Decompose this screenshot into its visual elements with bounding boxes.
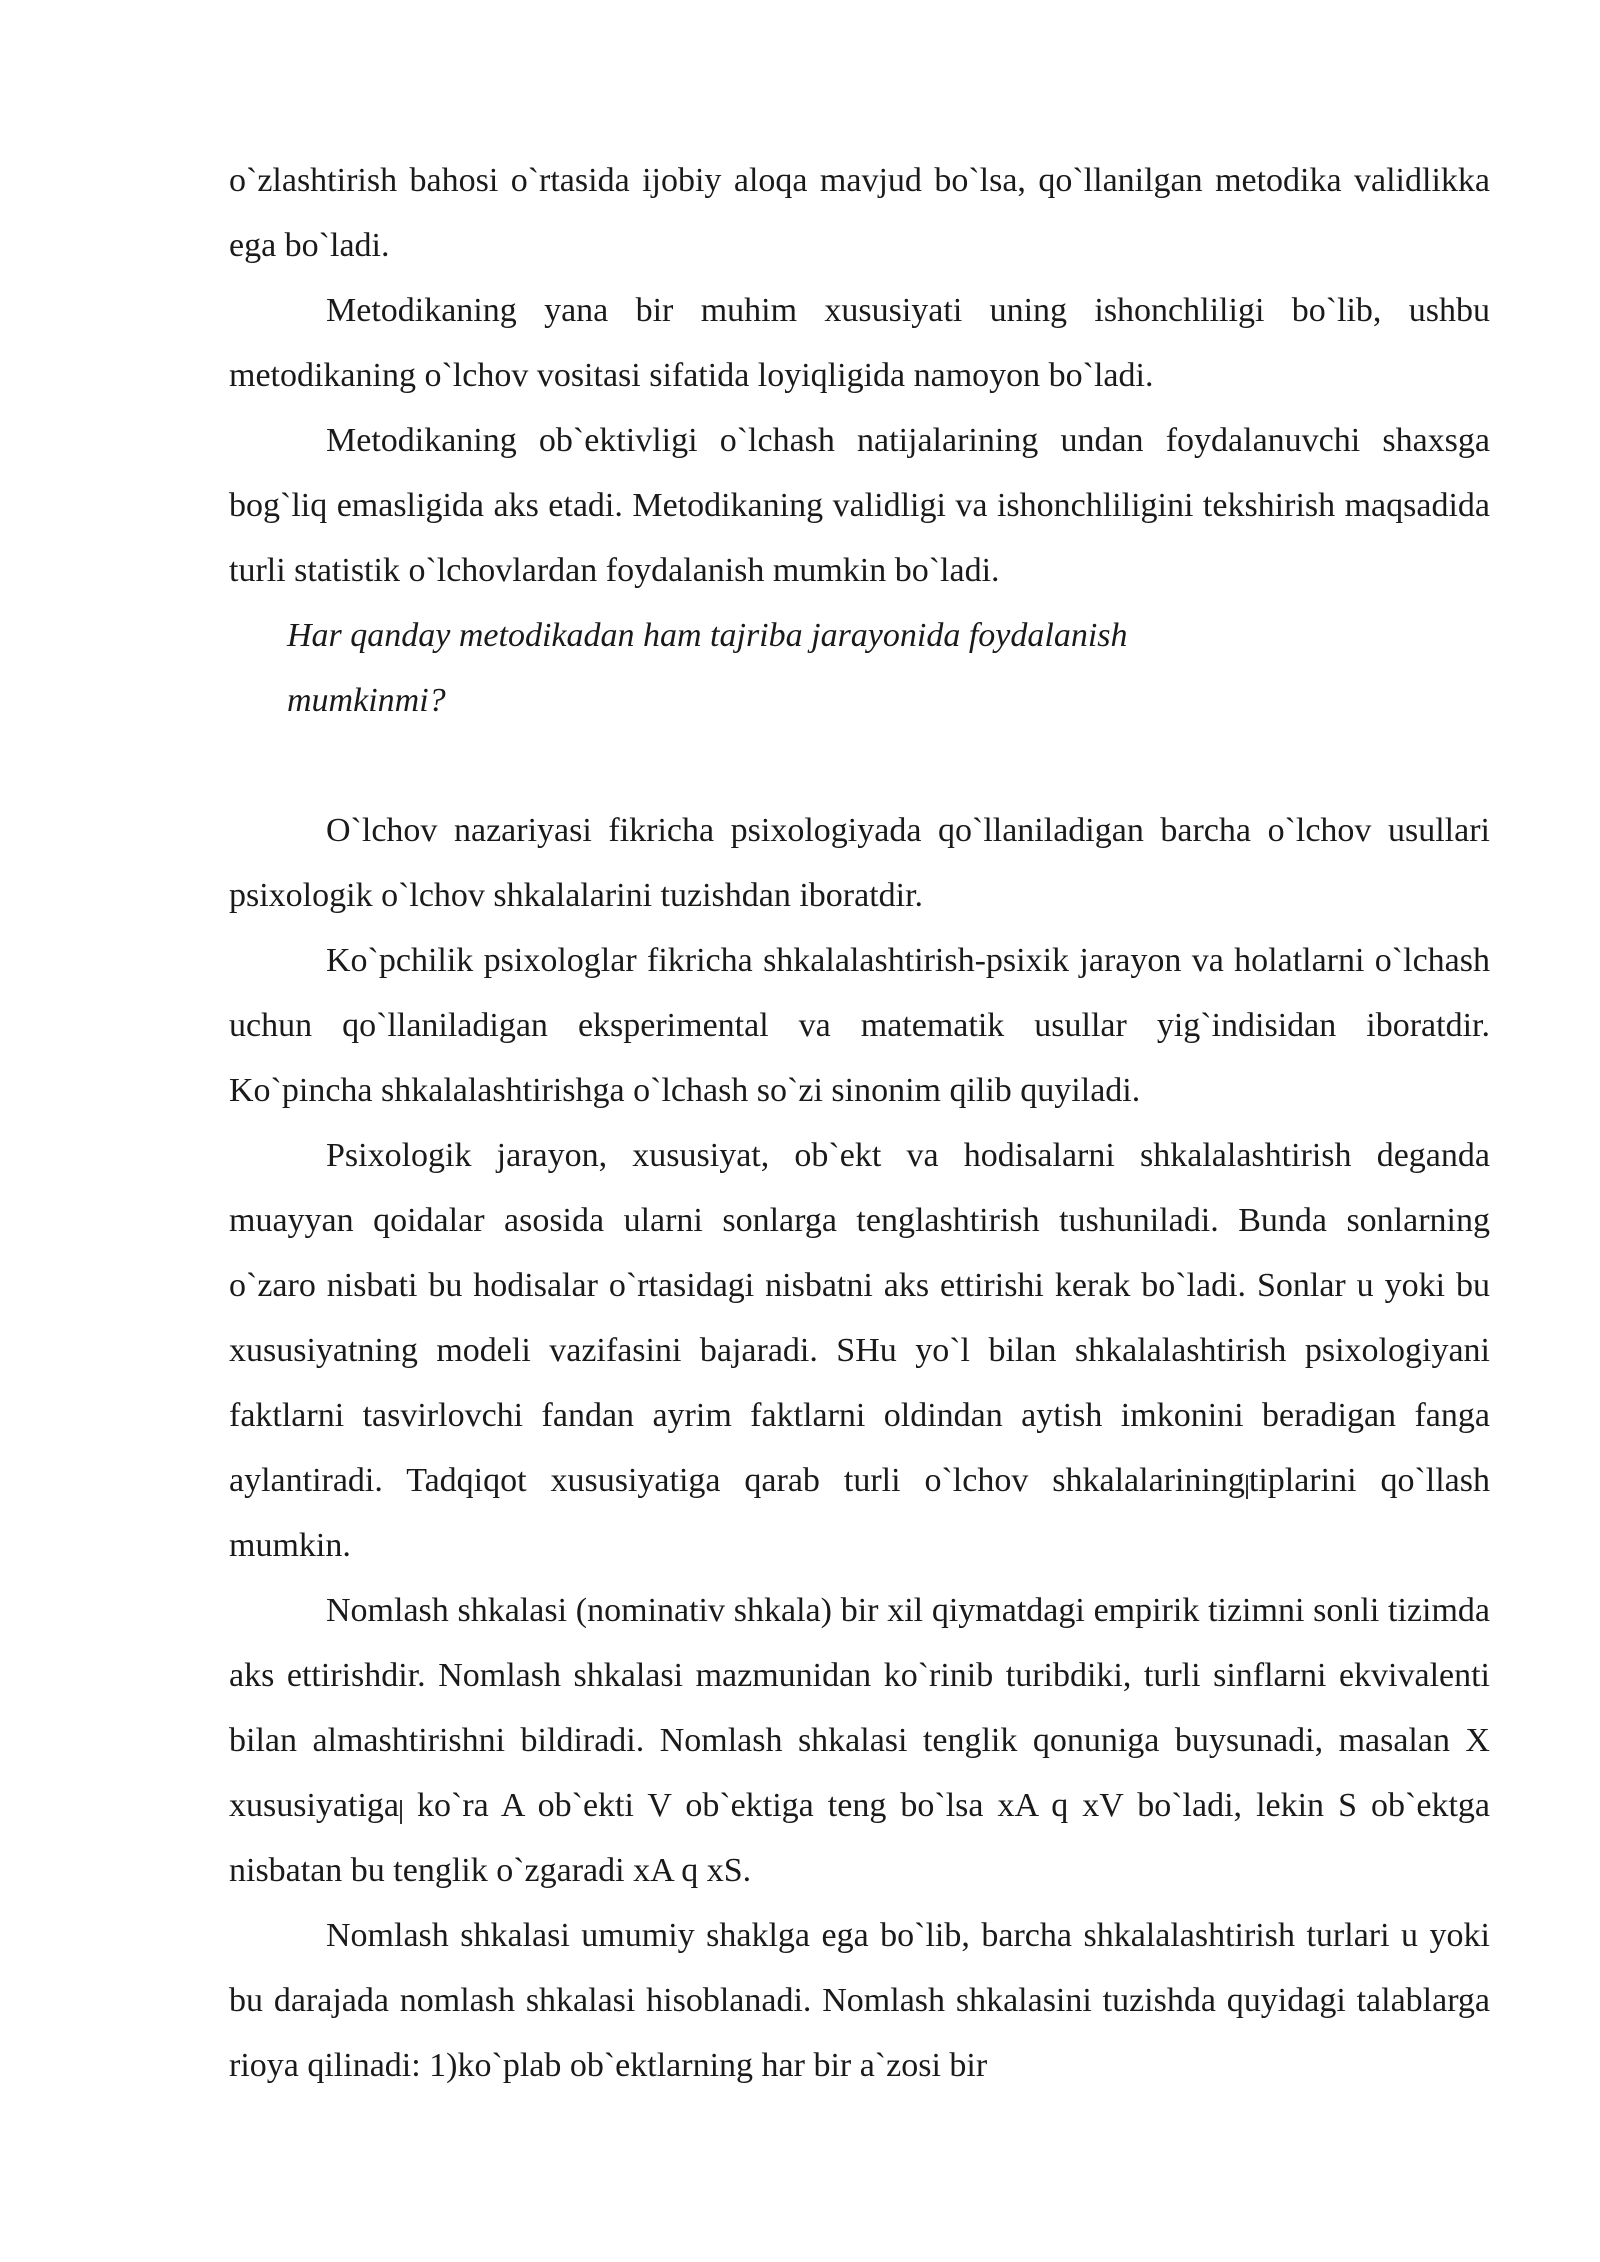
paragraph-1: o`zlashtirish bahosi o`rtasida ijobiy aloqa mavjud bo`lsa, qo`llanilgan metodika validlikka ega bo`ladi. bbox=[229, 162, 1490, 264]
document-page bbox=[229, 148, 1490, 2098]
paragraph-4: O`lchov nazariyasi fikricha psixologiyada qo`llaniladigan barcha o`lchov usullari psixologik o`lchov shkalalarini tuzishdan iboratdir. bbox=[229, 812, 1490, 914]
question-text: Har qanday metodikadan ham tajriba jarayonida foydalanish mumkinmi? bbox=[287, 617, 1128, 719]
paragraph-6-part-1: Psixologik jarayon, xususiyat, ob`ekt va hodisalarni shkalalashtirish deganda muayyan qoidalar asosida ularni sonlarga tenglashtirish tushuniladi. Bunda sonlarning o`zaro nisbati bu hodisalar o`rtasidagi nisbatni aks ettirishi kerak bo`ladi. Sonlar u yoki bu xususiyatning modeli vazifasini bajaradi. SHu yo`l bilan shkalalashtirish psixologiyani faktlarni tasvirlovchi fandan ayrim faktlarni oldindan aytish imkonini beradigan fanga aylantiradi. Tadqiqot xususiyatiga qarab turli o`lchov shkalalarining bbox=[229, 1137, 1490, 1499]
paragraph-3: Metodikaning ob`ektivligi o`lchash natijalarining undan foydalanuvchi shaxsga bog`liq emasligida aks etadi. Metodikaning validligi va ishonchliligini tekshirish maqsadida turli statistik o`lchovlardan foydalanish mumkin bo`ladi. bbox=[229, 422, 1490, 589]
paragraph-2: Metodikaning yana bir muhim xususiyati uning ishonchliligi bo`lib, ushbu metodikaning o`lchov vositasi sifatida loyiqligida namoyon bo`ladi. bbox=[229, 292, 1490, 394]
paragraph-8: Nomlash shkalasi umumiy shaklga ega bo`lib, barcha shkalalashtirish turlari u yoki bu darajada nomlash shkalasi hisoblanadi. Nomlash shkalasini tuzishda quyidagi talablarga rioya qilinadi: 1)ko`plab ob`ektlarning har bir a`zosi bir bbox=[229, 1917, 1490, 2084]
paragraph-7-part-1: Nomlash shkalasi (nominativ shkala) bir xil qiymatdagi empirik tizimni sonli tizimda aks ettirishdir. Nomlash shkalasi mazmunidan ko`rinib turibdiki, turli sinflarni ekvivalenti bilan almashtirishni bildiradi. Nomlash shkalasi tenglik qonuniga buysunadi, masalan X xususiyatiga bbox=[229, 1592, 1490, 1824]
paragraph-6-part-2: tiplarini qo`llash mumkin. bbox=[229, 1462, 1490, 1564]
text-cursor-mark bbox=[1246, 1475, 1248, 1499]
paragraph-6 bbox=[229, 1123, 1490, 1578]
paragraph-7-part-2: ko`ra A ob`ekti V ob`ektiga teng bo`lsa xA q xV bo`ladi, lekin S ob`ektga nisbatan bu tenglik o`zgaradi xA q xS. bbox=[229, 1787, 1490, 1889]
paragraph-7 bbox=[229, 1578, 1490, 1903]
blank-line bbox=[229, 733, 1490, 798]
text-cursor-mark bbox=[400, 1800, 402, 1824]
paragraph-5: Ko`pchilik psixologlar fikricha shkalalashtirish-psixik jarayon va holatlarni o`lchash uchun qo`llaniladigan eksperimental va matematik usullar yig`indisidan iboratdir. Ko`pincha shkalalashtirishga o`lchash so`zi sinonim qilib quyiladi. bbox=[229, 942, 1490, 1109]
